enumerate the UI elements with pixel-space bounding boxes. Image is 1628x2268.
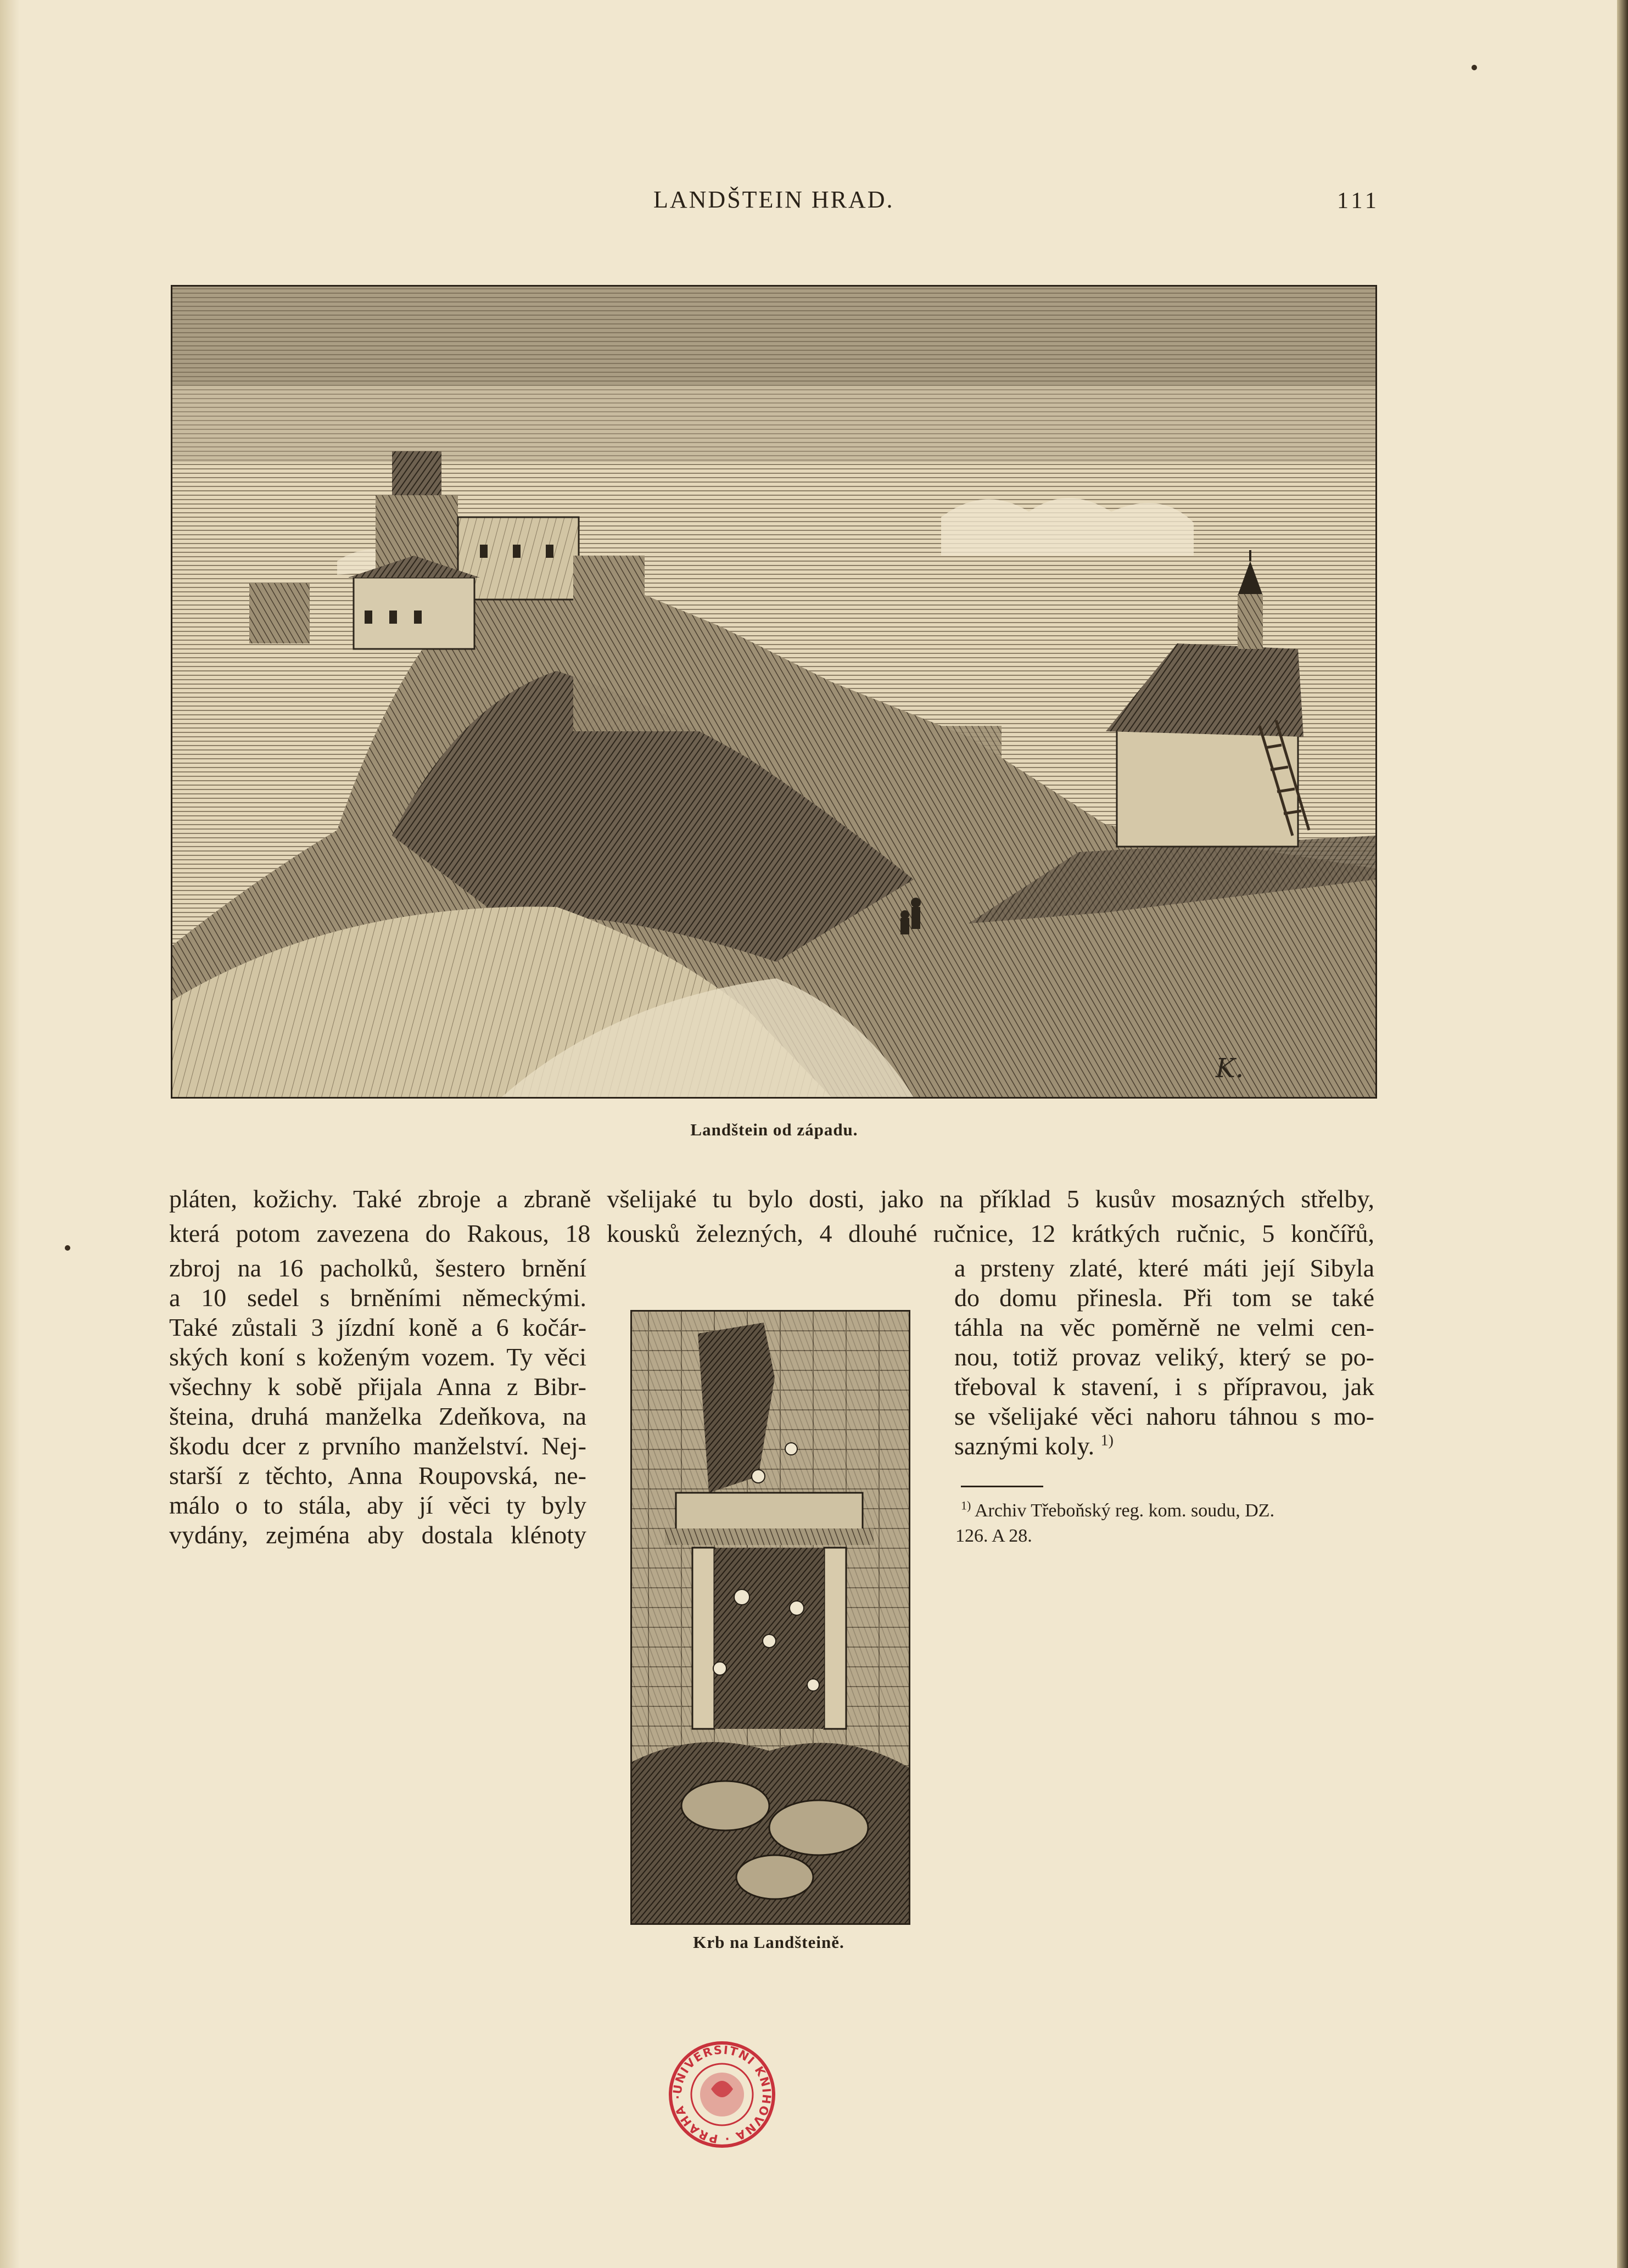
- body-text-line: do domu přinesla. Při tom se také: [954, 1284, 1374, 1312]
- body-text-line: se všelijaké věci nahoru táhnou s mo-: [954, 1402, 1374, 1430]
- body-text-line: táhla na věc poměrně ne velmi cen-: [954, 1313, 1374, 1341]
- body-text-line: ských koní s koženým vozem. Ty věci: [169, 1343, 586, 1371]
- dust-speck: [1472, 65, 1477, 70]
- svg-text:K.: K.: [1216, 1053, 1244, 1084]
- body-text-line: která potom zavezena do Rakous, 18 kousků železných, 4 dlouhé ručnice, 12 krátkých ručnic, 5 končířů,: [169, 1219, 1374, 1247]
- footnote-line: [961, 1499, 1274, 1523]
- stamp-text: UNIVERSITNÍ KNIHOVNA · PRAHA ·: [670, 2043, 774, 2146]
- body-text-line: pláten, kožichy. Také zbroje a zbraně všelijaké tu bylo dosti, jako na příklad 5 kusův mosazných střelby,: [169, 1185, 1374, 1213]
- figure-caption-fireplace: Krb na Landšteině.: [693, 1933, 844, 1952]
- body-text-line: nou, totiž provaz veliký, který se po-: [954, 1343, 1374, 1371]
- body-text-line: Také zůstali 3 jízdní koně a 6 kočár-: [169, 1313, 586, 1341]
- body-text-line: starší z těchto, Anna Roupovská, ne-: [169, 1461, 586, 1489]
- body-text-line: vydány, zejména aby dostala klénoty: [169, 1521, 586, 1549]
- body-text-line: třeboval k stavení, i s přípravou, jak: [954, 1373, 1374, 1401]
- scan-edge: [1617, 0, 1628, 2268]
- castle-engraving-illustration: [171, 285, 1377, 1099]
- body-text-line: a prsteny zlaté, které máti její Sibyla: [954, 1254, 1374, 1282]
- footnote-text: Archiv Třeboňský reg. kom. soudu, DZ.: [974, 1500, 1275, 1521]
- footnote-rule: [961, 1486, 1043, 1487]
- body-text-line: všechny k sobě přijala Anna z Bibr-: [169, 1373, 586, 1401]
- footnote-reference[interactable]: 1): [1100, 1432, 1114, 1449]
- fireplace-ruin-engraving-illustration: [630, 1310, 910, 1925]
- running-title: LANDŠTEIN HRAD.: [653, 186, 894, 213]
- body-text-line: zbroj na 16 pacholků, šestero brnění: [169, 1254, 586, 1282]
- footnote-marker: 1): [961, 1498, 971, 1513]
- page-number: 111: [1337, 188, 1380, 214]
- library-stamp-seal: [667, 2040, 777, 2152]
- body-text-line: [954, 1430, 1114, 1462]
- dust-speck: [65, 1245, 70, 1251]
- figure-caption-castle: Landštein od západu.: [690, 1120, 858, 1139]
- page-gutter-shade: [0, 0, 20, 2268]
- body-text-line: šteina, druhá manželka Zdeňkova, na: [169, 1402, 586, 1430]
- body-text-line: a 10 sedel s brněními německými.: [169, 1284, 586, 1312]
- body-text-last-line: saznými koly.: [954, 1432, 1095, 1460]
- body-text-line: málo o to stála, aby jí věci ty byly: [169, 1491, 586, 1519]
- footnote-line: 126. A 28.: [955, 1526, 1032, 1546]
- body-text-line: škodu dcer z prvního manželství. Nej-: [169, 1432, 586, 1460]
